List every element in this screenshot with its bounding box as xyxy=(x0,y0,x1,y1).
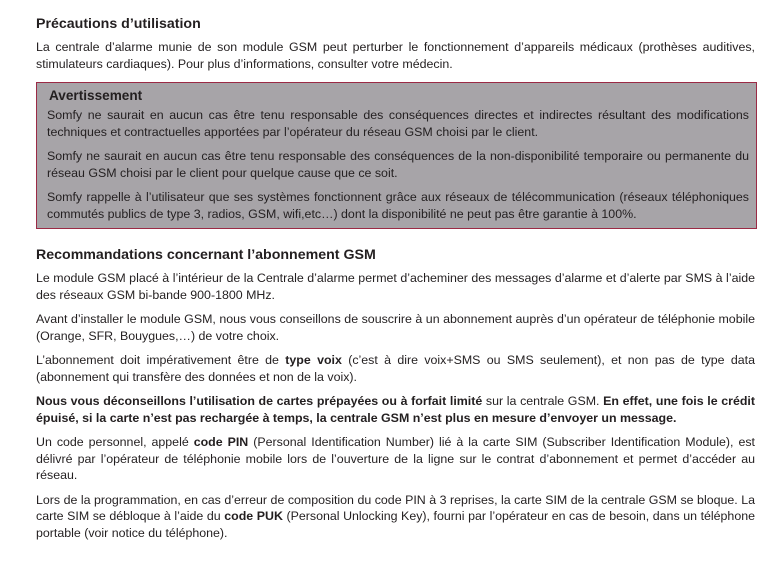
warning-paragraph-2: Somfy ne saurait en aucun cas être tenu responsable des conséquences de la non-disponibilité temporaire ou permanente du réseau GSM choisi par le client pour quelque cause que ce soit. xyxy=(47,149,749,180)
gsm-paragraph-6 xyxy=(36,492,755,542)
section-title-gsm: Recommandations concernant l’abonnement GSM xyxy=(36,247,376,263)
gsm-paragraph-5 xyxy=(36,434,755,484)
gsm-paragraph-1: Le module GSM placé à l’intérieur de la Centrale d’alarme permet d’acheminer des messages d’alarme et d’alerte par SMS à l’aide des réseaux GSM bi-bande 900-1800 MHz. xyxy=(36,271,755,302)
section-title-precautions: Précautions d’utilisation xyxy=(36,16,201,32)
precautions-text: La centrale d’alarme munie de son module GSM peut perturber le fonctionnement d’appareils médicaux (prothèses auditives, stimulateurs cardiaques). Pour plus d’informations, consulter votre médecin. xyxy=(36,40,755,71)
text-run: sur la centrale GSM. xyxy=(482,394,604,408)
text-run: (Personal Unlocking Key), fourni par l’opérateur en cas de besoin, dans un téléphone portable (voir notice du téléphone). xyxy=(36,509,755,540)
warning-paragraph-1: Somfy ne saurait en aucun cas être tenu responsable des conséquences directes et indirectes résultant des modifications techniques et contractuelles apportées par l’opérateur du réseau GSM choisi par le client. xyxy=(47,108,749,139)
bold-run: type voix xyxy=(285,353,342,367)
warning-paragraph-3: Somfy rappelle à l’utilisateur que ses systèmes fonctionnent grâce aux réseaux de télécommunication (réseaux téléphoniques commutés publics de type 3, radios, GSM, wifi,etc…) dont la disponibilité ne peut pas être garantie à 100%. xyxy=(47,190,749,221)
text-run: (c’est à dire voix+SMS ou SMS seulement), et non pas de type data (abonnement qui transfère des données et non de la voix). xyxy=(36,353,755,384)
warning-box xyxy=(36,82,757,229)
warning-title: Avertissement xyxy=(49,88,143,103)
gsm-paragraph-4 xyxy=(36,393,755,426)
bold-run: Nous vous déconseillons l’utilisation de cartes prépayées ou à forfait limité xyxy=(36,394,483,408)
text-run: Un code personnel, appelé xyxy=(36,435,194,449)
text-run: (Personal Identification Number) lié à la carte SIM (Subscriber Identification Module), est délivré par l’opérateur de téléphonie mobile lors de l’ouverture de la ligne sur le contrat d’abonnement et permet d’accéder au réseau. xyxy=(36,435,755,482)
bold-run: code PIN xyxy=(193,435,249,449)
text-run: Lors de la programmation, en cas d’erreur de composition du code PIN à 3 reprises, la carte SIM de la centrale GSM se bloque. La carte SIM se débloque à l’aide du xyxy=(36,492,755,523)
gsm-paragraph-3 xyxy=(36,352,755,385)
bold-run: code PUK xyxy=(224,509,283,523)
gsm-recommendations-section xyxy=(36,246,755,541)
text-run: L’abonnement doit impérativement être de xyxy=(36,353,286,367)
bold-run: En effet, une fois le crédit épuisé, si la carte n’est pas rechargée à temps, la centrale GSM n’est plus en mesure d’envoyer un message. xyxy=(36,394,755,425)
gsm-paragraph-2: Avant d’installer le module GSM, nous vous conseillons de souscrire à un abonnement auprès d’un opérateur de téléphonie mobile (Orange, SFR, Bouygues,…) de votre choix. xyxy=(36,312,755,343)
